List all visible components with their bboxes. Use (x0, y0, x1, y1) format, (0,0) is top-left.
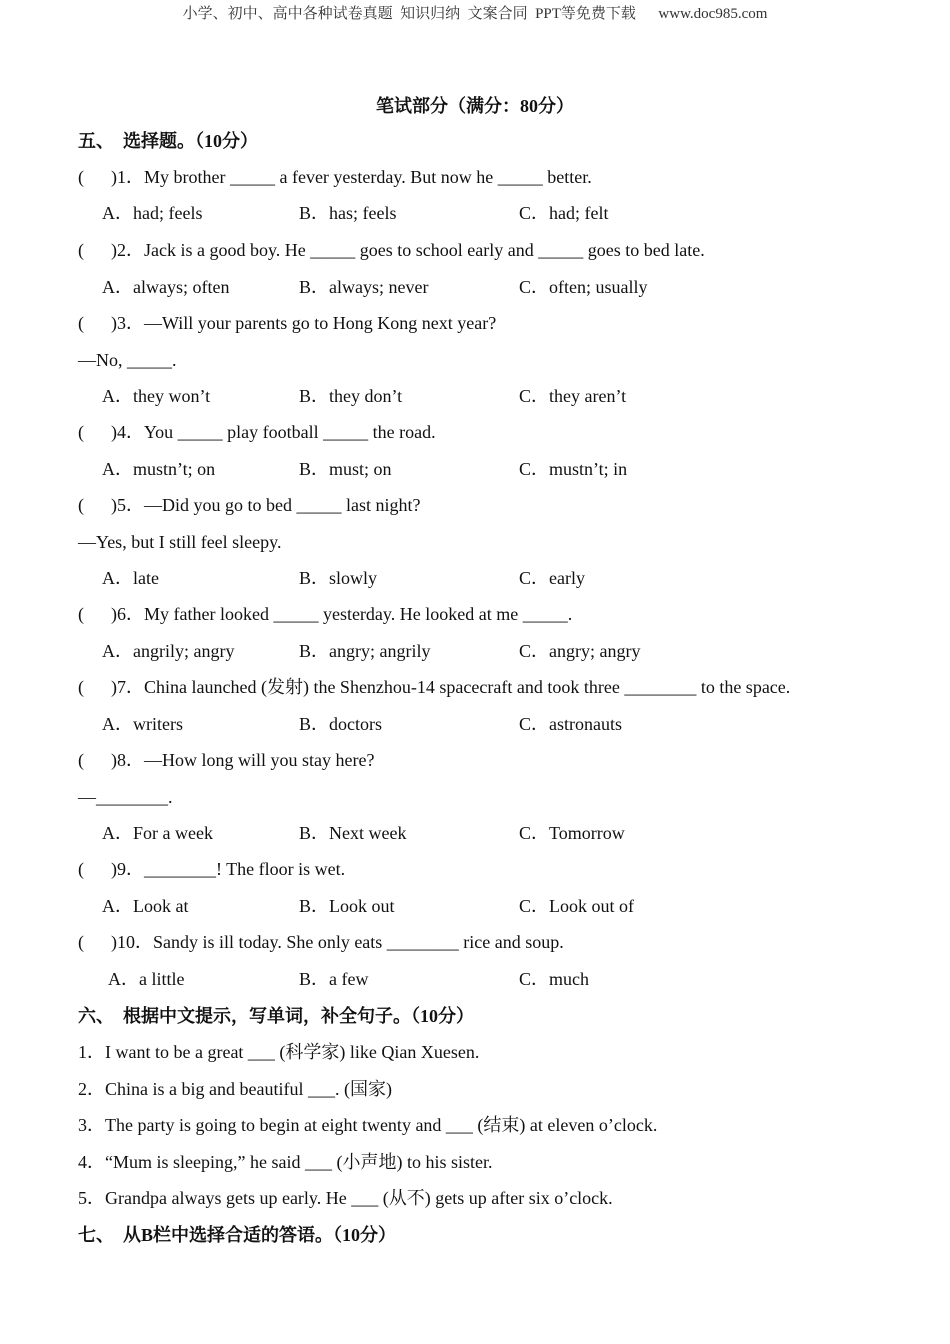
question-8-answer-line: —________. (78, 787, 173, 807)
question-9-stem: ( )9．________! The floor is wet. (78, 859, 346, 879)
question-4-option-a: A．mustn’t; on (102, 459, 216, 479)
question-2-option-b: B．always; never (299, 277, 429, 297)
question-2-option-c: C．often; usually (519, 277, 648, 297)
question-5-option-c: C．early (519, 568, 585, 588)
question-3-stem: ( )3．—Will your parents go to Hong Kong next year? (78, 313, 497, 333)
question-9-option-a: A．Look at (102, 896, 189, 916)
fill-item-3: 3．The party is going to begin at eight twenty and ___ (结束) at eleven o’clock. (78, 1115, 658, 1135)
question-8-stem: ( )8．—How long will you stay here? (78, 750, 375, 770)
question-6-stem: ( )6．My father looked _____ yesterday. He looked at me _____. (78, 604, 573, 624)
question-9-option-b: B．Look out (299, 896, 395, 916)
section7-heading: 七、 从B栏中选择合适的答语。（10分） (78, 1225, 397, 1245)
question-6-option-a: A．angrily; angry (102, 641, 235, 661)
fill-item-4: 4．“Mum is sleeping,” he said ___ (小声地) to his sister. (78, 1152, 493, 1172)
question-5-answer-line: —Yes, but I still feel sleepy. (78, 532, 282, 552)
question-7-option-c: C．astronauts (519, 714, 622, 734)
question-4-stem: ( )4．You _____ play football _____ the road. (78, 422, 436, 442)
section5-heading: 五、 选择题。（10分） (78, 131, 258, 151)
site-header: 小学、初中、高中各种试卷真题 知识归纳 文案合同 PPT等免费下载 www.doc985.com (182, 6, 768, 22)
section6-heading: 六、 根据中文提示，写单词，补全句子。（10分） (78, 1006, 474, 1026)
question-7-option-a: A．writers (102, 714, 183, 734)
question-10-stem: ( )10．Sandy is ill today. She only eats ________ rice and soup. (78, 932, 564, 952)
question-2-option-a: A．always; often (102, 277, 230, 297)
question-5-option-a: A．late (102, 568, 159, 588)
question-5-option-b: B．slowly (299, 568, 378, 588)
question-10-option-a: A．a little (108, 969, 185, 989)
question-3-answer-line: —No, _____. (78, 350, 177, 370)
fill-item-2: 2．China is a big and beautiful ___. (国家) (78, 1079, 392, 1099)
question-1-option-a: A．had; feels (102, 203, 203, 223)
question-8-option-b: B．Next week (299, 823, 407, 843)
question-6-option-b: B．angry; angrily (299, 641, 431, 661)
question-5-stem: ( )5．—Did you go to bed _____ last night? (78, 495, 421, 515)
page-title: 笔试部分（满分：80分） (376, 96, 574, 116)
question-3-option-c: C．they aren’t (519, 386, 627, 406)
question-7-option-b: B．doctors (299, 714, 382, 734)
question-10-option-b: B．a few (299, 969, 369, 989)
question-1-option-b: B．has; feels (299, 203, 397, 223)
question-6-option-c: C．angry; angry (519, 641, 641, 661)
question-8-option-c: C．Tomorrow (519, 823, 625, 843)
fill-item-5: 5．Grandpa always gets up early. He ___ (从不) gets up after six o’clock. (78, 1188, 613, 1208)
question-1-stem: ( )1．My brother _____ a fever yesterday. But now he _____ better. (78, 167, 592, 187)
question-4-option-b: B．must; on (299, 459, 392, 479)
question-1-option-c: C．had; felt (519, 203, 609, 223)
question-7-stem: ( )7．China launched (发射) the Shenzhou-14 spacecraft and took three ________ to the space. (78, 677, 791, 697)
fill-item-1: 1．I want to be a great ___ (科学家) like Qian Xuesen. (78, 1042, 480, 1062)
question-3-option-a: A．they won’t (102, 386, 211, 406)
question-4-option-c: C．mustn’t; in (519, 459, 628, 479)
question-8-option-a: A．For a week (102, 823, 213, 843)
question-9-option-c: C．Look out of (519, 896, 634, 916)
question-2-stem: ( )2．Jack is a good boy. He _____ goes to school early and _____ goes to bed late. (78, 240, 705, 260)
question-3-option-b: B．they don’t (299, 386, 403, 406)
question-10-option-c: C．much (519, 969, 589, 989)
